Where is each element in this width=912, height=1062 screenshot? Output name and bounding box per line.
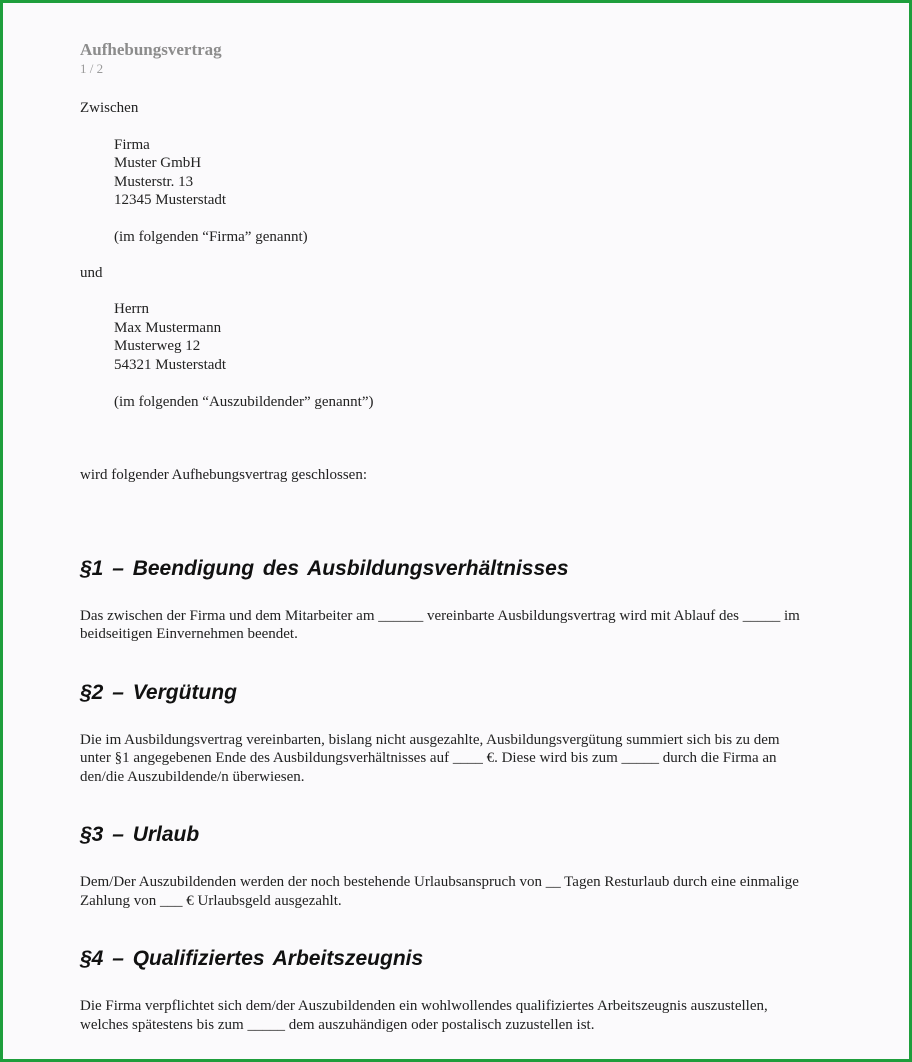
paragraph-line: Die im Ausbildungsvertrag vereinbarten, bislang nicht ausgezahlte, Ausbildungsvergütung summiert sich bis zu dem xyxy=(80,731,780,748)
party2-line: 54321 Musterstadt xyxy=(114,356,227,373)
section-paragraph xyxy=(80,731,850,787)
section-paragraph xyxy=(80,873,850,910)
party2-address xyxy=(80,300,850,411)
page-number: 1 / 2 xyxy=(80,61,104,76)
section-paragraph xyxy=(80,997,850,1034)
paragraph-line: den/die Auszubildende/n überwiesen. xyxy=(80,768,305,785)
document-title: Aufhebungsvertrag xyxy=(80,40,222,59)
party2-alias: (im folgenden “Auszubildender” genannt”) xyxy=(114,393,374,410)
party1-line: Firma xyxy=(114,136,150,153)
document-page xyxy=(80,39,850,1034)
party1-alias: (im folgenden “Firma” genannt) xyxy=(114,229,308,245)
party2-line: Musterweg 12 xyxy=(114,338,201,354)
section-heading: §2 – Vergütung xyxy=(80,680,237,704)
party2-line: Max Mustermann xyxy=(114,319,222,336)
section-heading: §4 – Qualifiziertes Arbeitszeugnis xyxy=(80,947,424,970)
party1-address xyxy=(80,136,850,247)
paragraph-line: Dem/Der Auszubildenden werden der noch bestehende Urlaubsanspruch von __ Tagen Resturlaub durch eine einmalige xyxy=(80,874,799,890)
between-label: Zwischen xyxy=(80,100,139,116)
section-paragraph xyxy=(80,607,850,644)
paragraph-line: welches spätestens bis zum _____ dem auszuhändigen oder postalisch zuzustellen ist. xyxy=(80,1016,595,1033)
paragraph-line: Die Firma verpflichtet sich dem/der Auszubildenden ein wohlwollendes qualifiziertes Arbeitszeugnis auszustellen, xyxy=(80,998,768,1014)
party2-line: Herrn xyxy=(114,301,149,317)
paragraph-line: Zahlung von ___ € Urlaubsgeld ausgezahlt. xyxy=(80,892,342,909)
and-label: und xyxy=(80,264,103,281)
party1-line: Muster GmbH xyxy=(114,155,202,171)
contract-intro: wird folgender Aufhebungsvertrag geschlossen: xyxy=(80,467,368,483)
section-heading: §3 – Urlaub xyxy=(80,823,200,846)
paragraph-line: beidseitigen Einvernehmen beendet. xyxy=(80,626,298,642)
section-heading: §1 – Beendigung des Ausbildungsverhältnisses xyxy=(80,556,569,580)
party1-line: Musterstr. 13 xyxy=(114,173,194,190)
paragraph-line: unter §1 angegebenen Ende des Ausbildungsverhältnisses auf ____ €. Diese wird bis zum _____ durch die Firma an xyxy=(80,750,777,766)
party1-line: 12345 Musterstadt xyxy=(114,192,227,208)
paragraph-line: Das zwischen der Firma und dem Mitarbeiter am ______ vereinbarte Ausbildungsvertrag wird mit Ablauf des _____ im xyxy=(80,607,800,624)
